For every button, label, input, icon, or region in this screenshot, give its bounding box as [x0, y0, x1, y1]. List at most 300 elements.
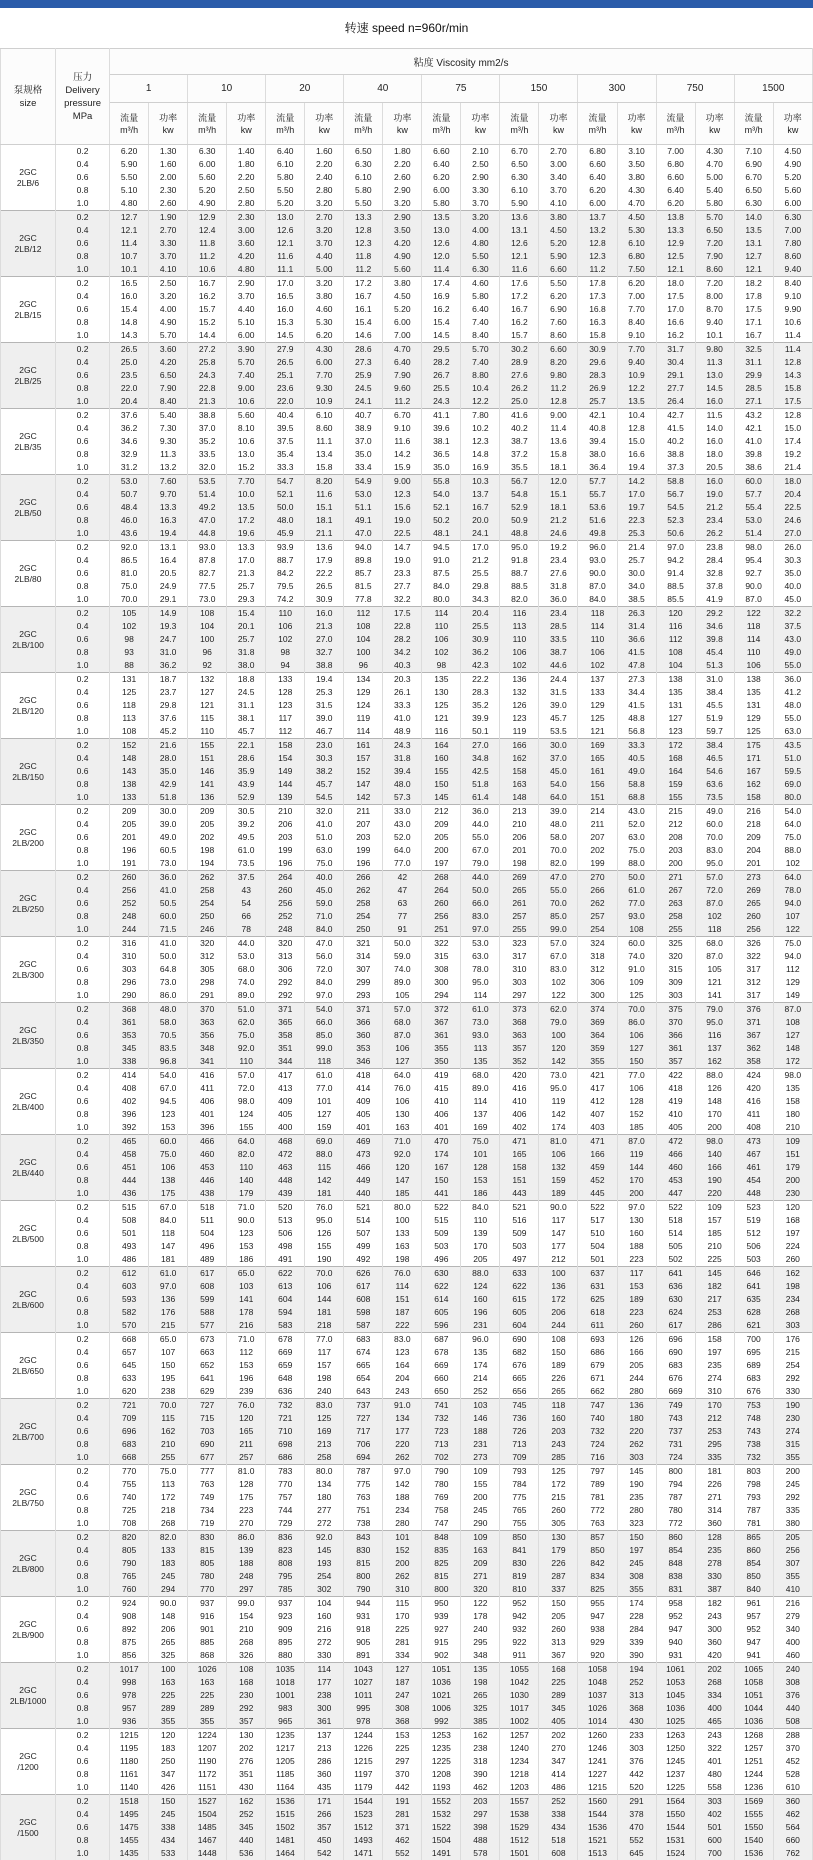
- flow-cell: 732: [422, 1412, 461, 1425]
- power-cell: 39.8: [695, 633, 734, 646]
- data-row: [1, 263, 813, 277]
- power-cell: 140: [227, 1174, 266, 1187]
- flow-cell: 1257: [500, 1729, 539, 1743]
- flow-cell: 725: [110, 1504, 149, 1517]
- flow-cell: 669: [266, 1346, 305, 1359]
- flow-cell: 13.1: [500, 224, 539, 237]
- flow-cell: 629: [188, 1385, 227, 1399]
- power-cell: 9.00: [227, 382, 266, 395]
- power-cell: 16.0: [695, 435, 734, 448]
- power-cell: 114: [305, 1663, 344, 1677]
- power-cell: 4.80: [461, 237, 500, 250]
- flow-cell: 1552: [422, 1795, 461, 1809]
- flow-cell: 54.7: [266, 475, 305, 489]
- flow-cell: 48.4: [110, 501, 149, 514]
- flow-cell: 6.20: [422, 171, 461, 184]
- flow-cell: 918: [344, 1623, 383, 1636]
- power-cell: 155: [227, 1121, 266, 1135]
- power-cell: 71.0: [383, 1135, 422, 1149]
- viscosity-value-header: 75: [422, 75, 500, 103]
- data-row: [1, 1293, 813, 1306]
- power-cell: 368: [383, 1715, 422, 1729]
- power-cell: 181: [149, 1253, 188, 1267]
- flow-cell: 93.0: [188, 541, 227, 555]
- flow-cell: 321: [344, 937, 383, 951]
- flow-cell: 36.5: [422, 448, 461, 461]
- flow-cell: 414: [110, 1069, 149, 1083]
- power-cell: 20.4: [461, 607, 500, 621]
- power-cell: 272: [305, 1517, 344, 1531]
- power-cell: 78.0: [773, 884, 812, 897]
- data-row: [1, 1715, 813, 1729]
- flow-cell: 793: [734, 1491, 773, 1504]
- power-cell: 94.0: [773, 897, 812, 910]
- power-cell: 44.0: [461, 818, 500, 831]
- flow-cell: 753: [734, 1399, 773, 1413]
- power-cell: 54: [227, 897, 266, 910]
- flow-cell: 92.0: [110, 541, 149, 555]
- power-cell: 9.90: [773, 303, 812, 316]
- flow-cell: 267: [656, 884, 695, 897]
- flow-cell: 106: [422, 633, 461, 646]
- power-cell: 82.0: [539, 857, 578, 871]
- power-cell: 470: [617, 1821, 656, 1834]
- flow-cell: 1021: [422, 1689, 461, 1702]
- flow-cell: 777: [188, 1465, 227, 1479]
- power-cell: 71.0: [227, 1201, 266, 1215]
- power-cell: 265: [461, 1689, 500, 1702]
- power-cell: 130: [539, 1531, 578, 1545]
- flow-cell: 504: [578, 1240, 617, 1253]
- flow-cell: 690: [188, 1438, 227, 1451]
- flow-cell: 856: [110, 1649, 149, 1663]
- flow-cell: 11.2: [578, 263, 617, 277]
- flow-cell: 106: [734, 659, 773, 673]
- flow-cell: 127: [188, 686, 227, 699]
- data-row: [1, 897, 813, 910]
- power-cell: 95.0: [695, 857, 734, 871]
- flow-cell: 758: [422, 1504, 461, 1517]
- power-cell: 11.6: [305, 488, 344, 501]
- power-cell: 10.6: [227, 395, 266, 409]
- flow-cell: 260: [422, 897, 461, 910]
- flow-cell: 174: [422, 1148, 461, 1161]
- power-cell: 73.0: [539, 1069, 578, 1083]
- power-cell: 564: [773, 1821, 812, 1834]
- flow-cell: 941: [734, 1649, 773, 1663]
- power-cell: 46.7: [305, 725, 344, 739]
- flow-cell: 436: [110, 1187, 149, 1201]
- flow-cell: 47.0: [188, 514, 227, 527]
- flow-cell: 16.7: [734, 329, 773, 343]
- power-cell: 26.0: [773, 541, 812, 555]
- power-cell: 405: [539, 1715, 578, 1729]
- power-cell: 194: [617, 1663, 656, 1677]
- flow-cell: 1251: [734, 1755, 773, 1768]
- power-cell: 18.1: [305, 514, 344, 527]
- flow-cell: 293: [344, 989, 383, 1003]
- flow-cell: 652: [188, 1359, 227, 1372]
- flow-cell: 7.10: [734, 145, 773, 159]
- flow-cell: 50.0: [266, 501, 305, 514]
- power-cell: 38.2: [305, 765, 344, 778]
- flow-cell: 262: [344, 884, 383, 897]
- data-row: [1, 580, 813, 593]
- power-cell: 420: [695, 1649, 734, 1663]
- power-cell: 6.00: [383, 316, 422, 329]
- power-cell: 120: [149, 1729, 188, 1743]
- flow-cell: 37.3: [656, 461, 695, 475]
- flow-cell: 687: [422, 1333, 461, 1347]
- power-cell: 370: [773, 1742, 812, 1755]
- flow-cell: 1471: [344, 1847, 383, 1860]
- power-cell: 268: [227, 1636, 266, 1649]
- flow-cell: 958: [656, 1597, 695, 1611]
- flow-cell: 840: [734, 1583, 773, 1597]
- pressure-cell: 0.8: [56, 382, 110, 395]
- power-cell: 40.3: [383, 659, 422, 673]
- power-cell: 21.3: [305, 620, 344, 633]
- flow-cell: 10.1: [110, 263, 149, 277]
- flow-cell: 413: [266, 1082, 305, 1095]
- power-cell: 92.0: [305, 1531, 344, 1545]
- flow-cell: 815: [344, 1557, 383, 1570]
- power-cell: 67.0: [539, 950, 578, 963]
- power-cell: 153: [149, 1121, 188, 1135]
- power-cell: 337: [539, 1583, 578, 1597]
- flow-subheader: 流量 m³/h: [188, 103, 227, 145]
- flow-cell: 171: [734, 752, 773, 765]
- power-cell: 255: [149, 1451, 188, 1465]
- power-cell: 3.30: [149, 237, 188, 250]
- flow-cell: 938: [578, 1623, 617, 1636]
- pressure-cell: 0.6: [56, 1491, 110, 1504]
- flow-cell: 909: [266, 1623, 305, 1636]
- power-cell: 14.5: [695, 382, 734, 395]
- flow-cell: 1048: [578, 1676, 617, 1689]
- data-row: [1, 857, 813, 871]
- flow-cell: 12.6: [422, 237, 461, 250]
- power-cell: 96.0: [461, 1333, 500, 1347]
- flow-cell: 108: [344, 620, 383, 633]
- flow-cell: 54.9: [344, 475, 383, 489]
- flow-cell: 461: [734, 1161, 773, 1174]
- power-cell: 52.9: [227, 791, 266, 805]
- power-cell: 19.4: [149, 527, 188, 541]
- power-cell: 15.2: [227, 461, 266, 475]
- flow-cell: 94.0: [344, 541, 383, 555]
- flow-cell: 17.3: [578, 290, 617, 303]
- power-cell: 21.3: [227, 567, 266, 580]
- power-cell: 302: [305, 1583, 344, 1597]
- flow-cell: 322: [734, 950, 773, 963]
- flow-cell: 49.2: [188, 501, 227, 514]
- data-row: [1, 422, 813, 435]
- power-cell: 187: [383, 1676, 422, 1689]
- power-cell: 2.50: [227, 184, 266, 197]
- pressure-cell: 0.4: [56, 1544, 110, 1557]
- power-cell: 127: [383, 1055, 422, 1069]
- power-cell: 20.4: [773, 488, 812, 501]
- power-cell: 217: [695, 1293, 734, 1306]
- flow-cell: 671: [578, 1372, 617, 1385]
- power-cell: 101: [461, 1148, 500, 1161]
- flow-cell: 77.5: [188, 580, 227, 593]
- flow-cell: 40.4: [266, 409, 305, 423]
- flow-cell: 203: [344, 831, 383, 844]
- flow-cell: 819: [500, 1570, 539, 1583]
- power-cell: 61.0: [227, 844, 266, 857]
- flow-cell: 34.6: [110, 435, 149, 448]
- pressure-cell: 0.6: [56, 1755, 110, 1768]
- model-cell: 2GC 2LB/350: [1, 1003, 56, 1069]
- flow-cell: 952: [500, 1597, 539, 1611]
- power-cell: 59.0: [383, 950, 422, 963]
- flow-cell: 110: [266, 607, 305, 621]
- flow-cell: 1481: [266, 1834, 305, 1847]
- power-cell: 7.60: [149, 475, 188, 489]
- flow-cell: 305: [188, 963, 227, 976]
- flow-cell: 11.1: [266, 263, 305, 277]
- flow-cell: 763: [344, 1491, 383, 1504]
- pressure-cell: 0.2: [56, 1399, 110, 1413]
- power-cell: 123: [149, 1108, 188, 1121]
- power-cell: 190: [617, 1478, 656, 1491]
- flow-cell: 51.4: [734, 527, 773, 541]
- power-cell: 159: [305, 1121, 344, 1135]
- power-cell: 91: [383, 923, 422, 937]
- power-cell: 16.3: [149, 514, 188, 527]
- flow-cell: 218: [734, 818, 773, 831]
- flow-cell: 22.8: [188, 382, 227, 395]
- power-cell: 15.6: [383, 501, 422, 514]
- flow-cell: 25.5: [422, 382, 461, 395]
- flow-cell: 38.9: [344, 422, 383, 435]
- power-cell: 15.8: [773, 382, 812, 395]
- power-cell: 700: [695, 1847, 734, 1860]
- flow-cell: 121: [578, 725, 617, 739]
- power-cell: 308: [383, 1702, 422, 1715]
- flow-cell: 271: [656, 871, 695, 885]
- flow-cell: 118: [578, 607, 617, 621]
- power-cell: 110: [227, 1055, 266, 1069]
- power-cell: 2.00: [149, 171, 188, 184]
- power-cell: 59.7: [695, 725, 734, 739]
- flow-cell: 775: [344, 1478, 383, 1491]
- power-cell: 205: [539, 1610, 578, 1623]
- flow-cell: 937: [188, 1597, 227, 1611]
- power-cell: 138: [149, 1174, 188, 1187]
- flow-cell: 727: [344, 1412, 383, 1425]
- flow-cell: 749: [188, 1491, 227, 1504]
- power-cell: 210: [773, 1121, 812, 1135]
- flow-cell: 659: [266, 1359, 305, 1372]
- flow-cell: 1025: [656, 1715, 695, 1729]
- flow-cell: 1245: [656, 1755, 695, 1768]
- flow-cell: 35.0: [422, 461, 461, 475]
- power-cell: 271: [461, 1570, 500, 1583]
- flow-cell: 723: [422, 1425, 461, 1438]
- power-cell: 270: [227, 1517, 266, 1531]
- data-row: [1, 369, 813, 382]
- flow-cell: 338: [110, 1055, 149, 1069]
- flow-cell: 40.2: [656, 435, 695, 448]
- flow-cell: 124: [344, 699, 383, 712]
- power-cell: 33.0: [383, 805, 422, 819]
- power-cell: 285: [539, 1451, 578, 1465]
- power-cell: 91.0: [617, 963, 656, 976]
- power-cell: 174: [461, 1359, 500, 1372]
- power-cell: 62.0: [539, 1003, 578, 1017]
- power-cell: 50.0: [149, 950, 188, 963]
- power-cell: 15.8: [539, 448, 578, 461]
- flow-cell: 12.1: [656, 263, 695, 277]
- flow-cell: 204: [734, 844, 773, 857]
- power-cell: 3.80: [617, 171, 656, 184]
- power-cell: 2.90: [461, 171, 500, 184]
- flow-cell: 50.6: [656, 527, 695, 541]
- model-cell: 2GC 2LB/600: [1, 1267, 56, 1333]
- flow-cell: 5.50: [344, 197, 383, 211]
- flow-cell: 346: [344, 1055, 383, 1069]
- flow-cell: 26.2: [500, 382, 539, 395]
- power-cell: 37.5: [773, 620, 812, 633]
- flow-cell: 613: [266, 1280, 305, 1293]
- power-cell: 1.60: [149, 158, 188, 171]
- flow-cell: 70.0: [110, 593, 149, 607]
- power-cell: 17.4: [773, 435, 812, 448]
- flow-cell: 110: [734, 646, 773, 659]
- flow-cell: 772: [656, 1517, 695, 1531]
- flow-cell: 98: [110, 633, 149, 646]
- flow-cell: 683: [344, 1333, 383, 1347]
- flow-cell: 468: [266, 1135, 305, 1149]
- flow-cell: 422: [656, 1069, 695, 1083]
- flow-cell: 815: [188, 1544, 227, 1557]
- flow-cell: 686: [266, 1451, 305, 1465]
- flow-cell: 1569: [734, 1795, 773, 1809]
- power-cell: 71.0: [305, 910, 344, 923]
- flow-cell: 87.0: [734, 593, 773, 607]
- flow-cell: 110: [188, 725, 227, 739]
- power-cell: 13.7: [461, 488, 500, 501]
- flow-cell: 1051: [734, 1689, 773, 1702]
- flow-cell: 800: [344, 1570, 383, 1583]
- flow-cell: 1244: [734, 1768, 773, 1781]
- power-cell: 17.0: [461, 541, 500, 555]
- power-cell: 4.70: [617, 197, 656, 211]
- data-row: [1, 752, 813, 765]
- power-cell: 231: [461, 1319, 500, 1333]
- flow-cell: 599: [188, 1293, 227, 1306]
- flow-cell: 16.0: [266, 303, 305, 316]
- power-cell: 228: [617, 1610, 656, 1623]
- flow-cell: 260: [266, 884, 305, 897]
- power-cell: 4.20: [227, 250, 266, 263]
- flow-cell: 73.0: [188, 593, 227, 607]
- power-cell: 253: [695, 1425, 734, 1438]
- power-cell: 239: [227, 1385, 266, 1399]
- power-cell: 113: [149, 1478, 188, 1491]
- flow-cell: 1001: [266, 1689, 305, 1702]
- flow-cell: 10.6: [188, 263, 227, 277]
- power-cell: 29.8: [149, 699, 188, 712]
- flow-cell: 55.7: [578, 488, 617, 501]
- pressure-cell: 0.6: [56, 303, 110, 316]
- power-cell: 177: [383, 1425, 422, 1438]
- flow-cell: 116: [500, 607, 539, 621]
- flow-cell: 405: [266, 1108, 305, 1121]
- flow-cell: 13.1: [734, 237, 773, 250]
- flow-cell: 695: [734, 1346, 773, 1359]
- power-cell: 213: [305, 1438, 344, 1451]
- pressure-cell: 0.4: [56, 1148, 110, 1161]
- flow-cell: 7.00: [656, 145, 695, 159]
- flow-cell: 781: [578, 1491, 617, 1504]
- power-cell: 212: [695, 1412, 734, 1425]
- power-cell: 106: [149, 1161, 188, 1174]
- flow-cell: 266: [578, 884, 617, 897]
- flow-cell: 88: [110, 659, 149, 673]
- power-cell: 108: [617, 923, 656, 937]
- flow-cell: 47.0: [344, 527, 383, 541]
- flow-cell: 257: [578, 910, 617, 923]
- power-cell: 465: [695, 1715, 734, 1729]
- data-row: [1, 277, 813, 291]
- flow-cell: 721: [266, 1412, 305, 1425]
- power-cell: 25.3: [617, 527, 656, 541]
- power-cell: 206: [149, 1623, 188, 1636]
- power-cell: 114: [461, 989, 500, 1003]
- flow-cell: 149: [266, 765, 305, 778]
- flow-cell: 96.0: [578, 541, 617, 555]
- power-cell: 347: [539, 1755, 578, 1768]
- flow-cell: 21.3: [188, 395, 227, 409]
- power-cell: 58.0: [539, 831, 578, 844]
- power-cell: 102: [773, 857, 812, 871]
- flow-cell: 1564: [656, 1795, 695, 1809]
- power-cell: 240: [461, 1623, 500, 1636]
- flow-cell: 1235: [422, 1742, 461, 1755]
- flow-cell: 210: [500, 818, 539, 831]
- power-cell: 44.0: [461, 871, 500, 885]
- power-cell: 15.9: [383, 461, 422, 475]
- power-cell: 103: [227, 1280, 266, 1293]
- flow-cell: 294: [422, 989, 461, 1003]
- flow-cell: 466: [188, 1135, 227, 1149]
- power-cell: 2.70: [149, 224, 188, 237]
- flow-cell: 264: [422, 884, 461, 897]
- power-cell: 49.0: [695, 805, 734, 819]
- power-cell: 135: [461, 1055, 500, 1069]
- power-cell: 64.0: [773, 871, 812, 885]
- flow-cell: 1225: [422, 1755, 461, 1768]
- power-cell: 150: [617, 1531, 656, 1545]
- power-cell: 8.40: [461, 329, 500, 343]
- flow-cell: 749: [656, 1399, 695, 1413]
- flow-cell: 123: [500, 712, 539, 725]
- power-cell: 338: [539, 1808, 578, 1821]
- power-cell: 134: [305, 1478, 344, 1491]
- model-cell: 2GC 2LB/15: [1, 277, 56, 343]
- power-cell: 47.0: [539, 871, 578, 885]
- model-cell: 2GC 2LB/35: [1, 409, 56, 475]
- flow-cell: 636: [656, 1280, 695, 1293]
- flow-cell: 440: [344, 1187, 383, 1201]
- flow-cell: 26.4: [656, 395, 695, 409]
- flow-cell: 936: [110, 1715, 149, 1729]
- power-cell: 188: [383, 1491, 422, 1504]
